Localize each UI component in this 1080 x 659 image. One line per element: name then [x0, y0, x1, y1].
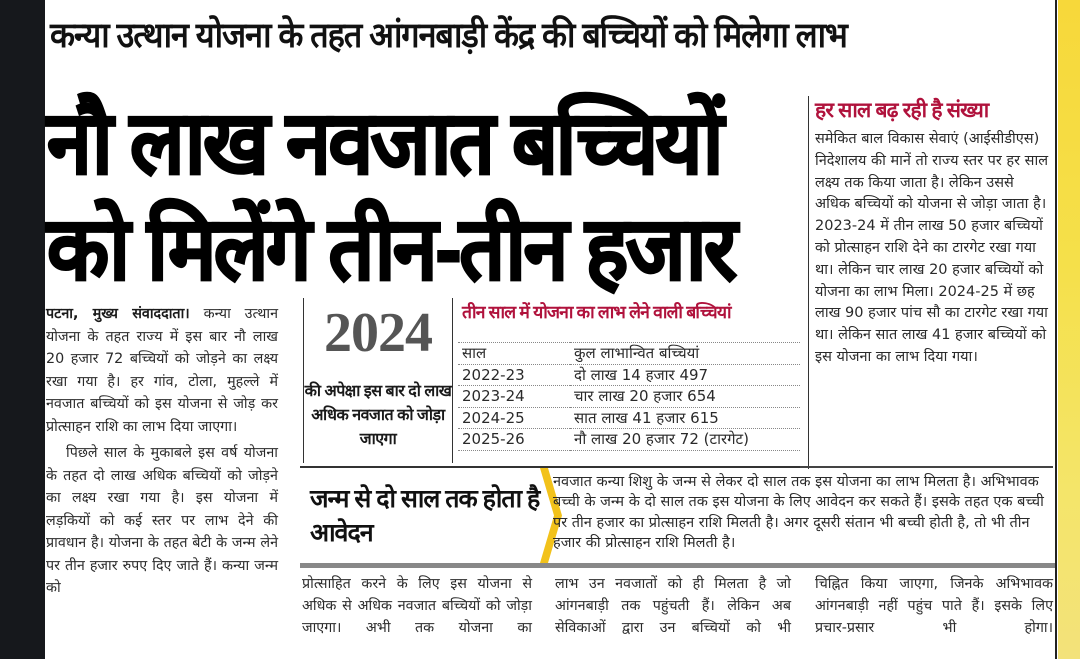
sidebar-body: समेकित बाल विकास सेवाएं (आईसीडीएस) निदेशालय की मानें तो राज्य स्तर पर हर साल लक्ष्य तक किया जाता है। लेकिन उससे अधिक बच्चियों को योजना से जोड़ा जाता है। 2023-24 में तीन लाख 50 हजार बच्चियों को प्रोत्साहन राशि देने का टारगेट रखा गया था। लेकिन चार लाख 20 हजार बच्चियों को योजना का लाभ मिला। 2024-25 में छह लाख 90 हजार पांच सौ का टारगेट रखा गया था। लेकिन सात लाख 41 हजार बच्चियों को इस योजना का लाभ दिया गया।	[815, 131, 1049, 365]
cell-total: चार लाख 20 हजार 654	[570, 386, 800, 408]
table-row	[458, 364, 800, 386]
left-dark-margin	[0, 0, 45, 659]
application-text: नवजात कन्या शिशु के जन्म से लेकर दो साल तक इस योजना का लाभ मिलता है। अभिभावक बच्ची के जन्म के दो साल तक इस योजना के लिए आवेदन कर सकते हैं। इसके तहत एक बच्ची पर तीन हजार का प्रोत्साहन राशि मिलती है। अगर दूसरी संतान भी बच्ची होती है, तो भी तीन हजार की प्रोत्साहन राशि मिलती है।	[553, 474, 1044, 551]
lead-paragraph-2: पिछले साल के मुकाबले इस वर्ष योजना के तहत दो लाख अधिक बच्चियों को जोड़ने का लक्ष्य रखा गया है। इस योजना में लड़कियों को कई स्तर पर लाभ देने की प्रावधान है। योजना के तहत बेटी के जन्म लेने पर तीन हजार रुपए दिए जाते हैं। कन्या जन्म को	[46, 445, 278, 596]
sidebar-growth-box	[808, 96, 1054, 469]
beneficiaries-table-box	[458, 300, 800, 451]
stat-callout	[303, 298, 453, 463]
stat-caption: की अपेक्षा इस बार दो लाख अधिक नवजात को जोड़ा जाएगा	[304, 383, 452, 448]
table-title: तीन साल में योजना का लाभ लेने वाली बच्चियां	[462, 302, 731, 322]
cell-total: सात लाख 41 हजार 615	[570, 407, 800, 429]
body-column-3: लाभ उन नवजातों को ही मिलता है जो आंगनबाड़ी तक पहुंचती हैं। लेकिन अब सेविकाओं द्वारा उन बच्चियों को भी	[555, 576, 791, 636]
body-column-4: चिह्नित किया जाएगा, जिनके अभिभावक आंगनबाड़ी नहीं पहुंच पाते हैं। इसके लिए प्रचार-प्रसार भी होगा।	[815, 576, 1053, 636]
headline-line-2: को मिलेंगे तीन-तीन हजार	[47, 199, 735, 298]
kicker-headline: कन्या उत्थान योजना के तहत आंगनबाड़ी केंद्र की बच्चियों को मिलेगा लाभ	[50, 16, 847, 55]
table-header-row	[458, 343, 800, 365]
main-headline	[47, 90, 807, 302]
headline-line-1: नौ लाख नवजात बच्चियों	[47, 93, 721, 192]
stat-year: 2024	[324, 302, 432, 364]
right-yellow-margin	[1058, 0, 1080, 659]
cell-year: 2023-24	[458, 386, 570, 408]
dateline: पटना, मुख्य संवाददाता।	[46, 306, 190, 322]
table-row	[458, 407, 800, 429]
application-title: जन्म से दो साल तक होता है आवेदन	[310, 485, 540, 547]
table-row	[458, 386, 800, 408]
cell-total: नौ लाख 20 हजार 72 (टारगेट)	[570, 429, 800, 451]
lead-column	[46, 303, 278, 600]
header-year: साल	[458, 343, 570, 365]
sidebar-title: हर साल बढ़ रही है संख्या	[815, 99, 989, 122]
body-column-2: प्रोत्साहित करने के लिए इस योजना से अधिक से अधिक नवजात बच्चियों को जोड़ा जाएगा। अभी तक योजना का	[302, 576, 532, 636]
application-info-box	[300, 468, 1055, 563]
cell-year: 2022-23	[458, 364, 570, 386]
table-row	[458, 429, 800, 451]
cell-total: दो लाख 14 हजार 497	[570, 364, 800, 386]
cell-year: 2025-26	[458, 429, 570, 451]
cell-year: 2024-25	[458, 407, 570, 429]
application-box-bottom-bar	[300, 563, 1055, 568]
header-total: कुल लाभान्वित बच्चियां	[570, 343, 800, 365]
lead-paragraph-1: कन्या उत्थान योजना के तहत राज्य में इस बार नौ लाख 20 हजार 72 बच्चियों को जोड़ने का लक्ष्य रखा गया है। हर गांव, टोला, मुहल्ले में नवजात बच्चियों को इस योजना से जोड़ कर प्रोत्साहन राशि का लाभ दिया जाएगा।	[46, 306, 278, 435]
right-column-rule	[1055, 0, 1057, 659]
beneficiaries-table	[458, 342, 800, 451]
